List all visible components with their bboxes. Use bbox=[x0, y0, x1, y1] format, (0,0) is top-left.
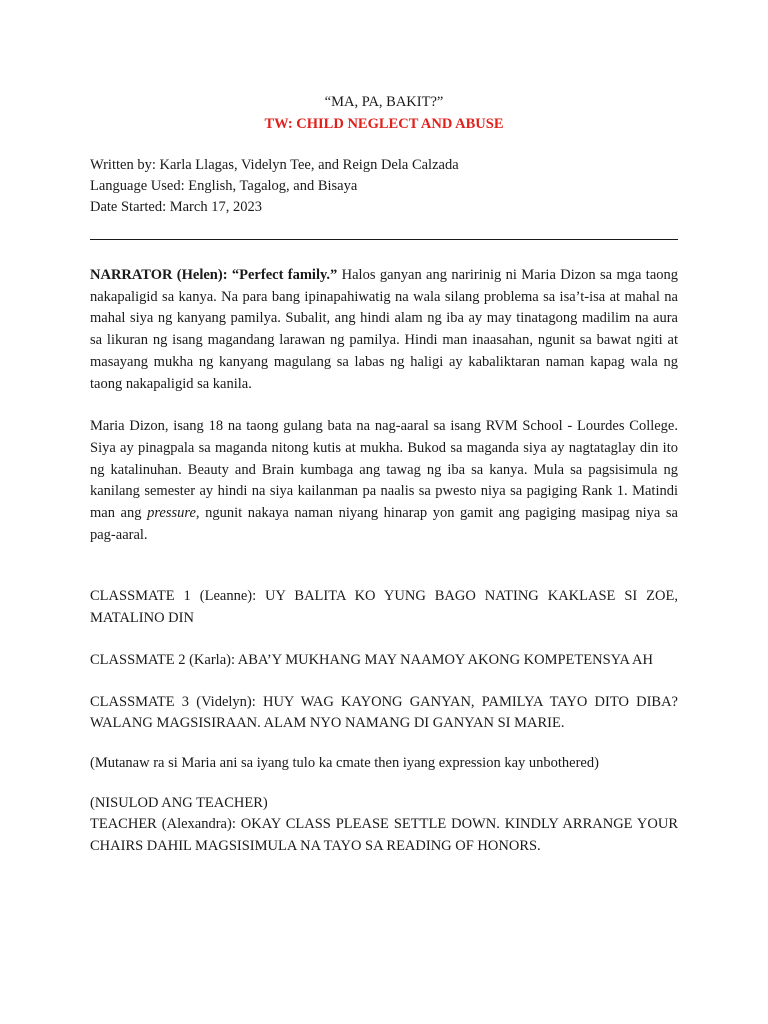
script-meta bbox=[90, 155, 678, 218]
stage-direction: (Mutanaw ra si Maria ani sa iyang tulo ka cmate then iyang expression kay unbothered) bbox=[90, 754, 599, 771]
script-title: “MA, PA, BAKIT?” bbox=[324, 94, 444, 110]
narrator-quote: “Perfect family.” bbox=[231, 267, 338, 283]
maria-paragraph bbox=[90, 416, 678, 546]
teacher-line: TEACHER (Alexandra): OKAY CLASS PLEASE SETTLE DOWN. KINDLY ARRANGE YOUR CHAIRS DAHIL MAGSISIMULA NA TAYO SA READING OF HONORS. bbox=[90, 816, 678, 855]
narrator-paragraph bbox=[90, 265, 678, 395]
maria-text-before: Maria Dizon, isang 18 na taong gulang bata na nag-aaral sa isang RVM School - Lourdes College. Siya ay pinagpala sa maganda nitong kutis at mukha. Bukod sa maganda siya ay nagtataglay din ito ng katalinuhan. Beauty and Brain kumbaga ang tawag ng iba sa kanya. Mula sa pagsisimula ng kanilang semester ay hindi na siya kailanman pa naalis sa pwesto niya sa pagiging Rank 1. Matindi man ang bbox=[90, 418, 678, 522]
trigger-warning: TW: CHILD NEGLECT AND ABUSE bbox=[264, 116, 504, 132]
written-by: Written by: Karla Llagas, Videlyn Tee, and Reign Dela Calzada bbox=[90, 157, 459, 173]
language-used: Language Used: English, Tagalog, and Bisaya bbox=[90, 178, 358, 194]
divider-line bbox=[90, 239, 678, 240]
classmate-1-line: CLASSMATE 1 (Leanne): UY BALITA KO YUNG BAGO NATING KAKLASE SI ZOE, MATALINO DIN bbox=[90, 588, 678, 627]
narrator-speaker: NARRATOR (Helen): bbox=[90, 267, 228, 283]
maria-text-after: ngunit nakaya naman niyang hinarap yon gamit ang pagiging masipag niya sa pag-aaral. bbox=[90, 505, 678, 543]
maria-italic-word: pressure, bbox=[147, 505, 200, 522]
narrator-text: Halos ganyan ang naririnig ni Maria Dizon sa mga taong nakapaligid sa kanya. Na para bang ipinapahiwatig na wala silang problema sa isa’t-isa at mahal na mahal siya ng kanyang pamilya. Subalit, ang hindi alam ng iba ay may tinatagong madilim na aura sa likuran ng isang magandang larawan ng pamilya. Hindi man inaasahan, ngunit sa bawat ngiti at masayang mukha ng kanyang magulang sa labas ng haligi ay kabaliktaran naman kapag wala ng taong nakapaligid sa kanila. bbox=[90, 267, 679, 392]
classmate-2-line: CLASSMATE 2 (Karla): ABA’Y MUKHANG MAY NAAMOY AKONG KOMPETENSYA AH bbox=[90, 651, 653, 668]
date-started: Date Started: March 17, 2023 bbox=[90, 199, 262, 215]
classmate-3-line: CLASSMATE 3 (Videlyn): HUY WAG KAYONG GANYAN, PAMILYA TAYO DITO DIBA? WALANG MAGSISIRAAN. ALAM NYO NAMANG DI GANYAN SI MARIE. bbox=[90, 693, 678, 732]
teacher-enters-direction: (NISULOD ANG TEACHER) bbox=[90, 794, 268, 811]
